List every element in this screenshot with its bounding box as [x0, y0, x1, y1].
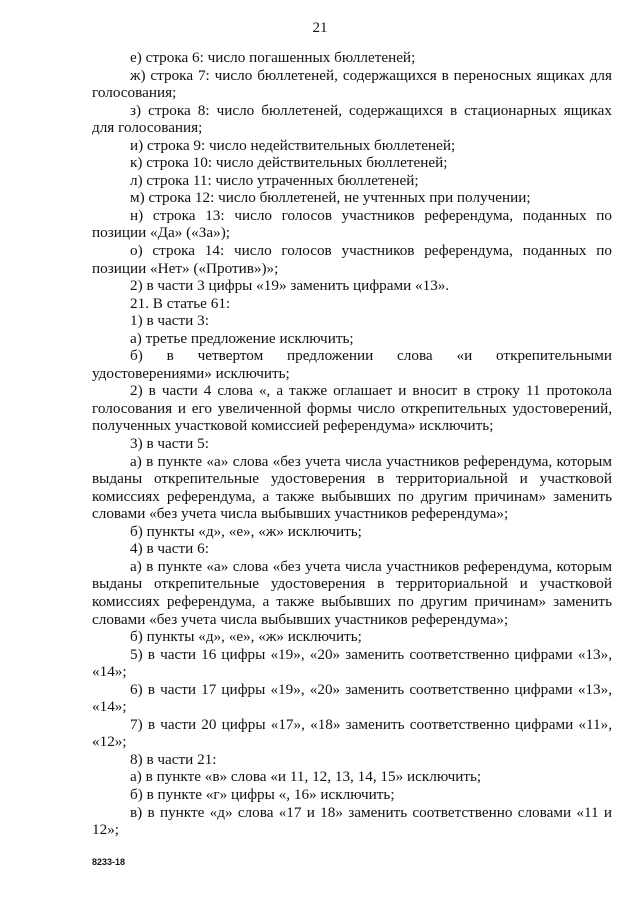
paragraph-6e: е) строка 6: число погашенных бюллетеней; — [130, 49, 416, 66]
paragraph-part3-digits: 2) в части 3 цифры «19» заменить цифрами «13». — [130, 277, 450, 295]
paragraph-8z: з) строка 8: число бюллетеней, содержащихся в стационарных ящиках для голосования; — [92, 101, 612, 137]
paragraph-part-3: 1) в части 3: — [130, 312, 209, 330]
paragraph-part6-a: а) в пункте «а» слова «без учета числа участников референдума, которым выданы открепительные удостоверения в территориальной и участковой комиссиях референдума, а также выбывших по другим причинам» заменить словами «без учета числа выбывших участников референдума»; — [92, 557, 612, 628]
paragraph-fourth-sentence: б) в четвертом предложении слова «и открепительными удостоверениями» исключить; — [92, 347, 612, 382]
paragraph-13n: н) строка 13: число голосов участников референдума, поданных по позиции «Да» («За»); — [92, 206, 612, 242]
paragraph-part21-b: б) в пункте «г» цифры «, 16» исключить; — [130, 785, 395, 803]
paragraph-part5-b: б) пункты «д», «е», «ж» исключить; — [130, 522, 362, 540]
paragraph-12m: м) строка 12: число бюллетеней, не учтенных при получении; — [130, 189, 531, 207]
document-body — [92, 49, 612, 839]
paragraph-part21-a: а) в пункте «в» слова «и 11, 12, 13, 14, 15» исключить; — [130, 768, 482, 786]
document-code: 8233-18 — [92, 857, 126, 867]
paragraph-article-61: 21. В статье 61: — [130, 294, 231, 312]
paragraph-third-sentence: а) третье предложение исключить; — [130, 329, 354, 347]
paragraph-10k: к) строка 10: число действительных бюллетеней; — [130, 154, 448, 172]
paragraph-part5-a: а) в пункте «а» слова «без учета числа участников референдума, которым выданы открепительные удостоверения в территориальной и участковой комиссиях референдума, а также выбывших по другим причинам» заменить словами «без учета числа выбывших участников референдума»; — [92, 452, 612, 523]
paragraph-part-4: 2) в части 4 слова «, а также оглашает и вносит в строку 11 протокола голосования и его увеличенной формы число открепительных удостоверений, полученных участковой комиссией референдума» исключить; — [92, 382, 612, 435]
paragraph-part-17: 6) в части 17 цифры «19», «20» заменить соответственно цифрами «13», «14»; — [92, 680, 612, 716]
page-number: 21 — [312, 20, 328, 36]
paragraph-7zh: ж) строка 7: число бюллетеней, содержащихся в переносных ящиках для голосования; — [92, 66, 612, 102]
paragraph-part-5: 3) в части 5: — [130, 435, 209, 453]
paragraph-9i: и) строка 9: число недействительных бюллетеней; — [130, 136, 456, 154]
paragraph-part-20: 7) в части 20 цифры «17», «18» заменить соответственно цифрами «11», «12»; — [92, 715, 612, 751]
paragraph-part6-b: б) пункты «д», «е», «ж» исключить; — [130, 628, 362, 646]
paragraph-part21-v: в) в пункте «д» слова «17 и 18» заменить соответственно словами «11 и 12»; — [92, 803, 612, 839]
paragraph-14o: о) строка 14: число голосов участников референдума, поданных по позиции «Нет» («Против»)»; — [92, 242, 612, 277]
paragraph-11l: л) строка 11: число утраченных бюллетеней; — [130, 171, 419, 189]
paragraph-part-6: 4) в части 6: — [130, 540, 209, 558]
paragraph-part-21: 8) в части 21: — [130, 750, 217, 768]
paragraph-part-16: 5) в части 16 цифры «19», «20» заменить соответственно цифрами «13», «14»; — [92, 645, 612, 681]
